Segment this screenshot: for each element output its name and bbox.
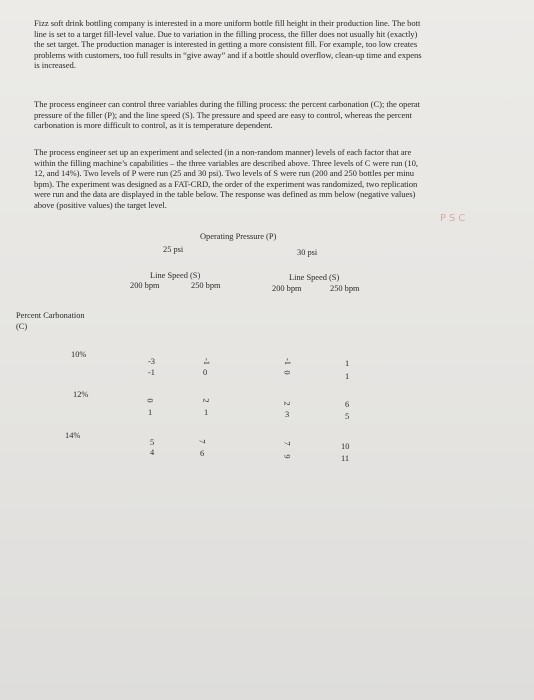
data-value: 5 — [150, 438, 155, 447]
text-line: pressure of the filler (P); and the line speed (S). The pressure and speed are easy to control, whereas the percent — [34, 109, 412, 120]
text-line: problems with customers, too full results in “give away” and if a bottle should overflow, clean-up time and expens — [34, 49, 422, 60]
data-value: 2 — [201, 398, 211, 403]
pressure-level-30: 30 psi — [297, 248, 318, 257]
text-line: were run and the data are displayed in the table below. The response was defined as mm below (negative values) — [34, 189, 416, 200]
data-value: 1 — [345, 359, 350, 368]
data-value: 1 — [148, 408, 153, 417]
variables-paragraph — [34, 99, 534, 131]
data-value: 9 — [282, 454, 292, 459]
data-value: -1 — [282, 358, 292, 365]
speed-250-p30: 250 bpm — [330, 284, 360, 293]
data-value: 4 — [150, 448, 155, 457]
row-header-c: (C) — [16, 322, 28, 331]
operating-pressure-header: Operating Pressure (P) — [200, 232, 277, 241]
data-value: 11 — [341, 454, 350, 463]
data-value: 6 — [345, 400, 350, 409]
data-value: -1 — [148, 368, 155, 377]
text-line: Fizz soft drink bottling company is interested in a more uniform bottle fill height in their production line. The bott — [34, 18, 421, 28]
experiment-paragraph — [34, 147, 534, 211]
data-value: 0 — [203, 368, 208, 377]
line-speed-header-25: Line Speed (S) — [150, 271, 201, 280]
data-value: 2 — [282, 401, 292, 406]
text-line: line is set to a target fill-level value. Due to variation in the filling process, the filler does not usually hit (exactly) — [34, 28, 418, 39]
data-value: 7 — [197, 439, 207, 444]
intro-paragraph — [34, 18, 534, 71]
pressure-level-25: 25 psi — [163, 245, 184, 254]
text-line: within the filling machine’s capabilities – the three variables are described above. Three levels of C were run (10, — [34, 157, 418, 168]
text-line: is increased. — [34, 60, 76, 71]
speed-250-p25: 250 bpm — [191, 281, 221, 290]
data-value: 7 — [282, 441, 292, 446]
data-value: 10 — [341, 442, 350, 451]
data-value: 0 — [145, 398, 155, 403]
text-line: 12, and 14%). Two levels of P were run (25 and 30 psi). Two levels of S were run (200 and 250 bottles per minu — [34, 168, 415, 179]
data-value: 1 — [204, 408, 209, 417]
text-line: carbonation is more difficult to control, as it is temperature dependent. — [34, 120, 273, 131]
line-speed-header-30: Line Speed (S) — [289, 273, 340, 282]
data-value: 6 — [200, 449, 205, 458]
carbonation-level: 10% — [71, 350, 87, 359]
data-value: -3 — [148, 357, 155, 366]
carbonation-level: 12% — [73, 390, 89, 399]
data-value: 1 — [345, 372, 350, 381]
row-header-carbonation: Percent Carbonation — [16, 311, 85, 320]
text-line: The process engineer can control three variables during the filling process: the percent carbonation (C); the operat — [34, 99, 421, 109]
text-line: bpm). The experiment was designed as a FAT-CRD, the order of the experiment was randomized, two replication — [34, 178, 418, 189]
speed-200-p30: 200 bpm — [272, 284, 302, 293]
data-value: 3 — [285, 410, 290, 419]
data-value: 0 — [282, 370, 292, 375]
text-line: The process engineer set up an experiment and selected (in a non-random manner) levels of each factor that are — [34, 147, 412, 157]
data-value: -1 — [201, 358, 211, 365]
handwritten-note: PSC — [440, 213, 469, 224]
carbonation-level: 14% — [65, 431, 81, 440]
text-line: above (positive values) the target level. — [34, 199, 167, 210]
data-value: 5 — [345, 412, 350, 421]
speed-200-p25: 200 bpm — [130, 281, 160, 290]
text-line: the set target. The production manager is interested in getting a more consistent fill. For example, too low creates — [34, 39, 418, 50]
